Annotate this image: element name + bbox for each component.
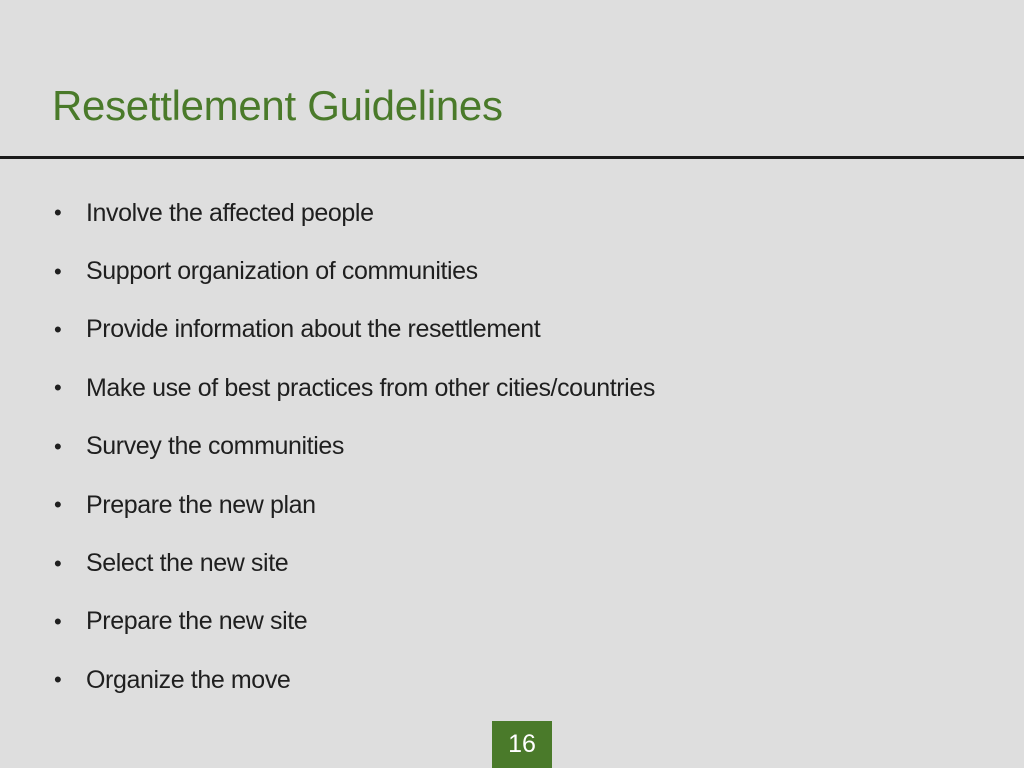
bullet-text: Prepare the new plan bbox=[86, 490, 316, 519]
list-item bbox=[54, 242, 655, 300]
bullet-icon: • bbox=[54, 375, 62, 401]
list-item bbox=[54, 593, 655, 651]
bullet-icon: • bbox=[54, 492, 62, 518]
list-item bbox=[54, 184, 655, 242]
bullet-text: Select the new site bbox=[86, 549, 289, 578]
bullet-text: Survey the communities bbox=[86, 432, 344, 461]
bullet-list bbox=[54, 184, 655, 710]
bullet-icon: • bbox=[54, 667, 62, 693]
bullet-icon: • bbox=[54, 258, 62, 284]
bullet-icon: • bbox=[54, 200, 62, 226]
bullet-text: Organize the move bbox=[86, 665, 291, 694]
list-item bbox=[54, 418, 655, 476]
bullet-text: Make use of best practices from other cities/countries bbox=[86, 373, 655, 402]
bullet-icon: • bbox=[54, 550, 62, 576]
bullet-icon: • bbox=[54, 316, 62, 342]
page-number-badge: 16 bbox=[492, 721, 552, 768]
bullet-text: Prepare the new site bbox=[86, 607, 308, 636]
bullet-icon: • bbox=[54, 433, 62, 459]
list-item bbox=[54, 476, 655, 534]
list-item bbox=[54, 301, 655, 359]
bullet-text: Provide information about the resettlement bbox=[86, 315, 541, 344]
list-item bbox=[54, 651, 655, 709]
bullet-icon: • bbox=[54, 608, 62, 634]
slide-title: Resettlement Guidelines bbox=[52, 82, 503, 129]
bullet-text: Support organization of communities bbox=[86, 257, 478, 286]
title-divider bbox=[0, 156, 1024, 159]
list-item bbox=[54, 534, 655, 592]
bullet-text: Involve the affected people bbox=[86, 198, 374, 227]
list-item bbox=[54, 359, 655, 417]
